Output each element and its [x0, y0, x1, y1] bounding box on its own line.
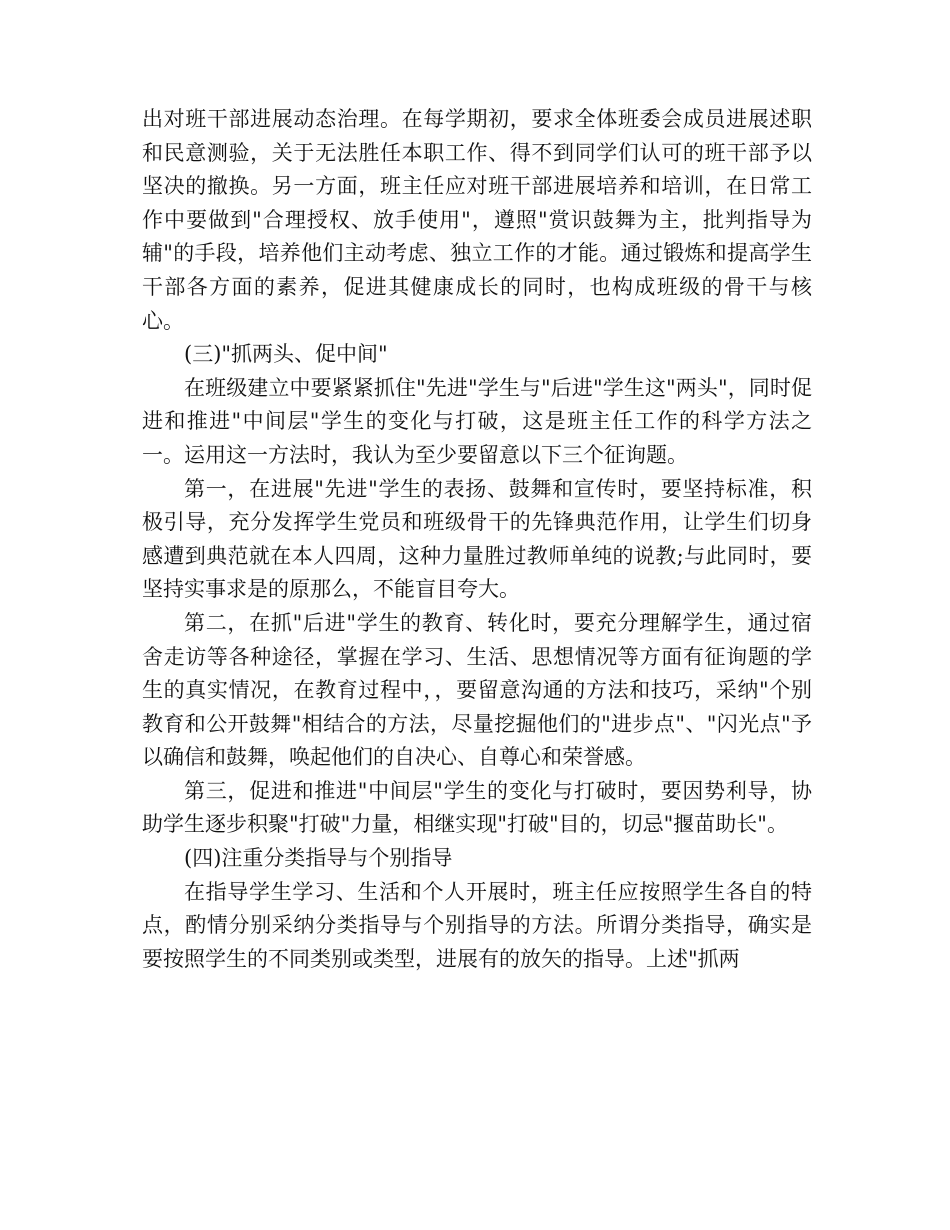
- paragraph-continuation: 出对班干部进展动态治理。在每学期初，要求全体班委会成员进展述职和民意测验，关于无法胜任本职工作、得不到同学们认可的班干部予以坚决的撤换。另一方面，班主任应对班干部进展培养和培训，在日常工作中要做到"合理授权、放手使用"，遵照"赏识鼓舞为主，批判指导为辅"的手段，培养他们主动考虑、独立工作的才能。通过锻炼和提高学生干部各方面的素养，促进其健康成长的同时，也构成班级的骨干与核心。: [142, 107, 812, 333]
- paragraph: 第一，在进展"先进"学生的表扬、鼓舞和宣传时，要坚持标准，积极引导，充分发挥学生党员和班级骨干的先锋典范作用，让学生们切身感遭到典范就在本人四周，这种力量胜过教师单纯的说教;与此同时，要坚持实事求是的原那么，不能盲目夸大。: [142, 476, 812, 602]
- paragraph: 在指导学生学习、生活和个人开展时，班主任应按照学生各自的特点，酌情分别采纳分类指导与个别指导的方法。所谓分类指导，确实是要按照学生的不同类别或类型，进展有的放矢的指导。上述"抓两: [142, 879, 812, 971]
- document-page: [142, 103, 812, 976]
- section-heading-three: (三)"抓两头、促中间": [184, 342, 388, 367]
- section-heading-four: (四)注重分类指导与个别指导: [184, 846, 453, 871]
- paragraph: 第三，促进和推进"中间层"学生的变化与打破时，要因势利导，协助学生逐步积聚"打破"力量，相继实现"打破"目的，切忌"揠苗助长"。: [142, 778, 812, 837]
- paragraph: 第二，在抓"后进"学生的教育、转化时，要充分理解学生，通过宿舍走访等各种途径，掌握在学习、生活、思想情况等方面有征询题的学生的真实情况，在教育过程中，，要留意沟通的方法和技巧，采纳"个别教育和公开鼓舞"相结合的方法，尽量挖掘他们的"进步点"、"闪光点"予以确信和鼓舞，唤起他们的自决心、自尊心和荣誉感。: [142, 610, 812, 770]
- paragraph: 在班级建立中要紧紧抓住"先进"学生与"后进"学生这"两头"，同时促进和推进"中间层"学生的变化与打破，这是班主任工作的科学方法之一。运用这一方法时，我认为至少要留意以下三个征询题。: [142, 375, 812, 467]
